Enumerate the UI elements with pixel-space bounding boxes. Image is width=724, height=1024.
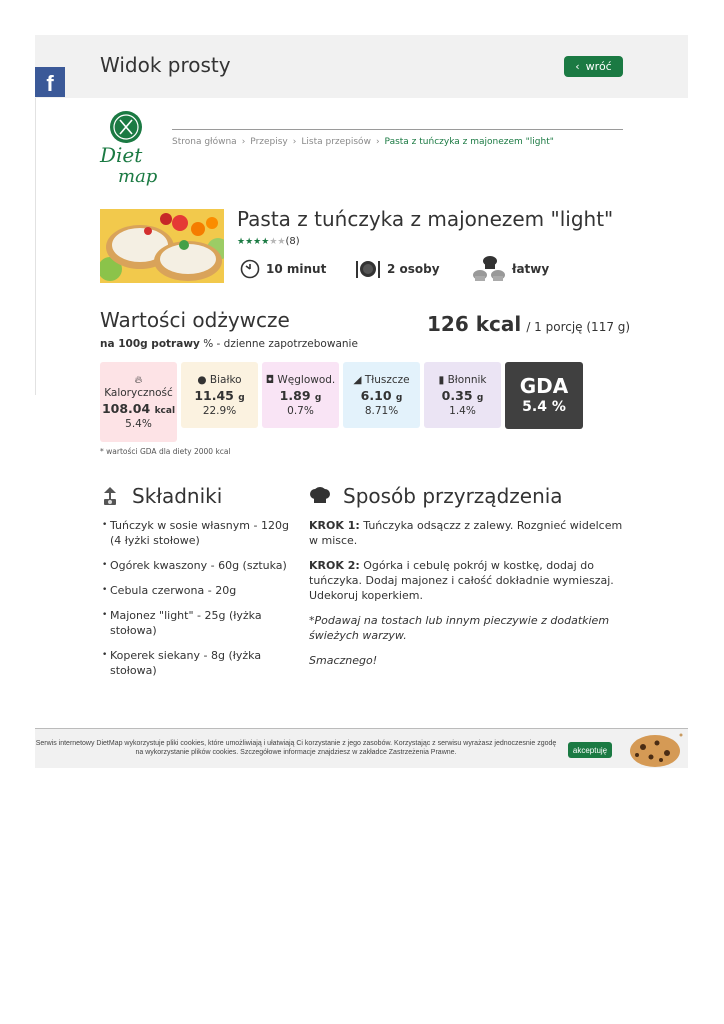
cookie-bar [35,728,688,768]
per100-bold: na 100g potrawy [100,338,200,350]
nutrient-value: 0.35 [441,388,473,403]
recipe-photo [100,209,224,283]
nutrient-pct: 1.4% [449,405,476,417]
gda-unit: % [551,399,566,415]
prep-time-value: 10 minut [266,262,327,276]
step-label: KROK 1: [309,519,360,532]
top-bar [35,35,688,98]
step-text: Tuńczyka odsączz z zalewy. Rozgnieć widelcem w misce. [309,519,623,547]
nutrient-tile-fat [343,362,420,428]
nutrition-title: Wartości odżywcze [100,308,290,332]
list-item: • Ogórek kwaszony - 60g (sztuka) [102,558,292,573]
nutrient-unit: kcal [154,406,176,416]
nutrient-pct: 22.9% [202,405,237,417]
recipe-title: Pasta z tuńczyka z majonezem "light" [237,207,614,231]
chevron-left-icon: ‹ [575,60,580,73]
facebook-icon: f [46,71,54,96]
flame-icon: 🔥︎ [134,374,143,386]
chevron-right-icon: › [375,137,380,147]
serving-tip: *Podawaj na tostach lub innym pieczywie z dodatkiem świeżych warzyw. [309,614,610,642]
cookie-icon [629,729,685,769]
ingredients-list [102,518,292,688]
nutrient-tile-protein [181,362,258,428]
list-item: • Majonez "light" - 25g (łyżka stołowa) [102,608,292,638]
breadcrumb-item-recipes[interactable]: Przepisy [250,137,288,147]
breadcrumb-item-current[interactable]: Pasta z tuńczyka z majonezem "light" [384,137,554,147]
star-icon[interactable]: ★ [269,236,278,247]
nutrient-tile-fiber [424,362,501,428]
step [309,518,624,548]
nutrient-label: Tłuszcze [364,374,410,386]
facebook-share-button[interactable] [35,67,65,97]
nutrient-label: Kaloryczność [104,387,173,399]
nutrient-value: 108.04 [101,401,151,416]
gda-note: * wartości GDA dla diety 2000 kcal [100,447,231,456]
back-button-label: wróć [585,60,612,73]
nutrient-tile-carbs [262,362,339,428]
step-text: Ogórka i cebulę pokrój w kostkę, dodaj do tuńczyka. Dodaj majonez i całość dokładnie wymieszaj. Udekoruj koperkiem. [309,559,614,602]
servings-value: 2 osoby [387,262,440,276]
difficulty-value: łatwy [512,262,550,276]
nutrient-pct: 8.71% [364,405,399,417]
nutrient-tile-calories [100,362,177,442]
bread-icon: ◘ [265,374,275,386]
protein-icon: ● [197,374,207,386]
star-icon[interactable]: ★ [237,236,246,247]
breadcrumb [172,137,554,147]
logo-word-diet: Diet [100,143,143,167]
chevron-right-icon: › [292,137,297,147]
kcal-summary [427,312,630,336]
star-icon[interactable]: ★ [245,236,254,247]
star-icon[interactable]: ★ [261,236,270,247]
chef-hats-icon [472,255,506,283]
nutrient-value: 11.45 [194,388,234,403]
nutrient-unit: g [476,393,484,403]
cheese-icon: ◢ [353,374,362,386]
nutrient-unit: g [395,393,403,403]
preparation-title: Sposób przyrządzenia [343,484,563,508]
nutrient-label: Węglowod. [277,374,336,386]
gda-tile [505,362,583,429]
breadcrumb-rule [172,129,623,130]
kcal-value: 126 kcal [427,312,522,336]
list-item: • Cebula czerwona - 20g [102,583,292,598]
cookie-text: Serwis internetowy DietMap wykorzystuje pliki cookies, które umożliwiają i ułatwiają Ci korzystanie z jego zasobów. Korzystając z serwisu wyrażasz jednoczesnie zgodę na wykorzystanie plików cookies. Szczegółowe informacje znajdziesz w zakładce Zastrzeżenia Prawne. [35,740,557,756]
preparation-steps [309,518,624,678]
step [309,558,624,603]
nutrient-label: Błonnik [447,374,487,386]
fiber-icon: ▮ [438,374,445,386]
difficulty [472,255,549,283]
star-icon[interactable]: ★ [277,236,286,247]
nutrient-unit: g [314,393,322,403]
dietmap-logo[interactable] [98,110,164,188]
page-title: Widok prosty [100,53,231,77]
plate-cutlery-icon [355,258,381,280]
back-button[interactable] [564,56,623,77]
rating-count: (8) [285,236,300,247]
ingredients-heading [100,484,222,508]
nutrient-value: 6.10 [360,388,392,403]
accept-cookies-button[interactable]: akceptuję [568,742,612,758]
rating[interactable] [237,236,300,247]
gda-label: GDA [519,374,569,398]
nutrient-value: 1.89 [279,388,311,403]
logo-word-map: map [118,166,158,187]
per100-note [100,338,358,350]
list-item: • Koperek siekany - 8g (łyżka stołowa) [102,648,292,678]
closing-line: Smacznego! [309,654,378,667]
scale-icon [100,485,120,507]
breadcrumb-item-recipe-list[interactable]: Lista przepisów [301,137,371,147]
clock-icon [240,259,260,279]
nutrient-pct: 5.4% [125,418,152,430]
servings [355,255,440,283]
nutrient-label: Białko [209,374,242,386]
prep-time [240,255,326,283]
per100-rest: % - dzienne zapotrzebowanie [203,338,358,350]
chef-hat-icon [309,487,331,505]
star-icon[interactable]: ★ [253,236,262,247]
preparation-heading [309,484,563,508]
kcal-per-portion: / 1 porcję (117 g) [526,320,631,334]
divider [35,98,36,395]
nutrient-unit: g [238,393,245,403]
list-item: • Tuńczyk w sosie własnym - 120g (4 łyżki stołowe) [102,518,292,548]
step-label: KROK 2: [309,559,360,572]
nutrient-pct: 0.7% [287,405,314,417]
ingredients-title: Składniki [132,484,223,508]
breadcrumb-item-home[interactable]: Strona główna [172,137,237,147]
gda-value: 5.4 [522,399,547,415]
chevron-right-icon: › [241,137,246,147]
